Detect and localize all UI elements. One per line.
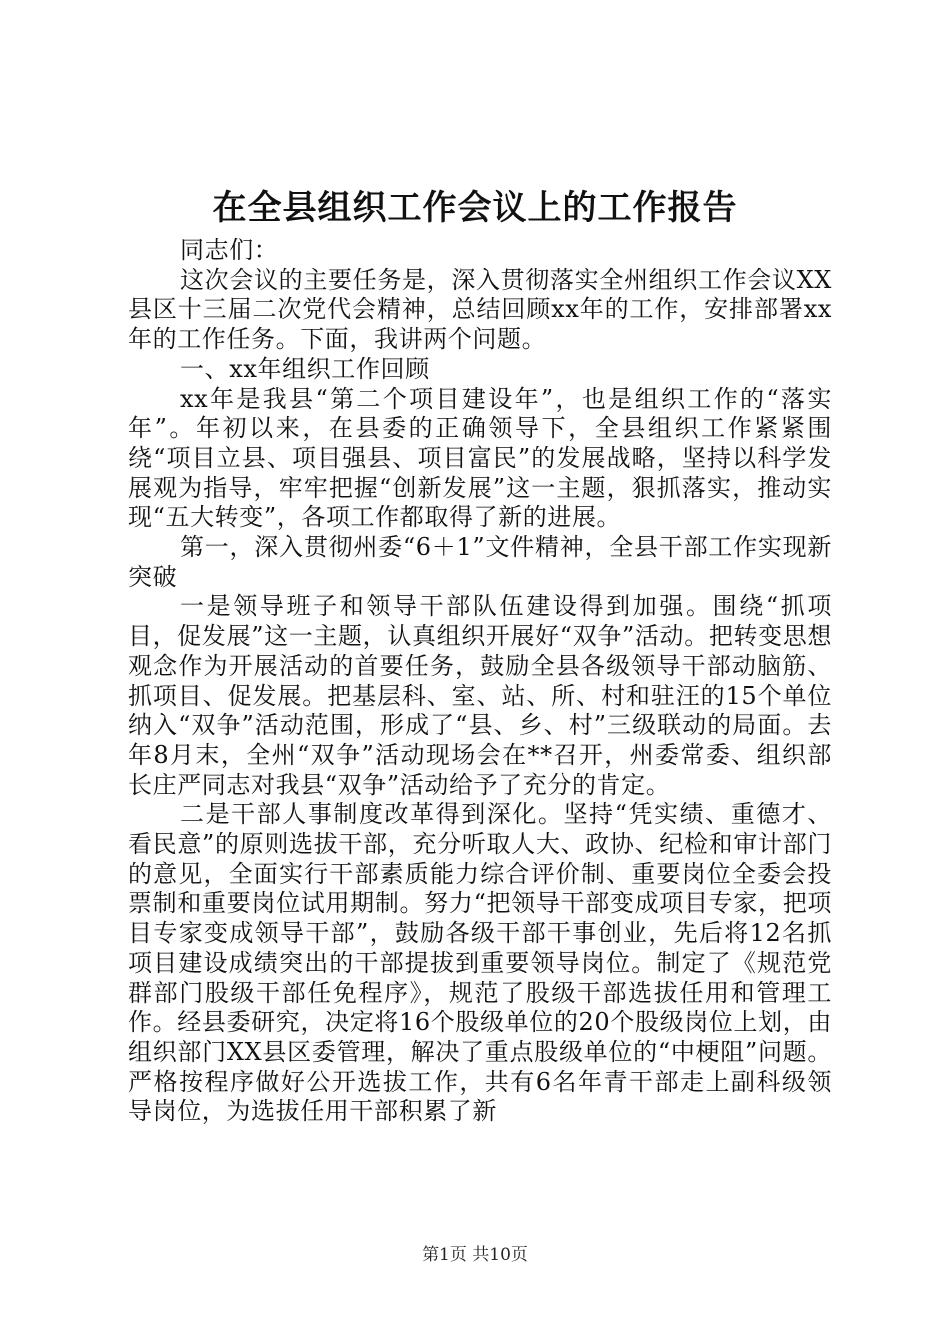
paragraph-point-2: 二是干部人事制度改革得到深化。坚持“凭实绩、重德才、看民意”的原则选拔干部，充分听取人大、政协、纪检和审计部门的意见，全面实行干部素质能力综合评价制、重要岗位全委会投票制和重要岗位试用期制。努力“把领导干部变成项目专家，把项目专家变成领导干部”，鼓励各级干部干事创业，先后将12名抓项目建设成绩突出的干部提拔到重要领导岗位。制定了《规范党群部门股级干部任免程序》，规范了股级干部选拔任用和管理工作。经县委研究，决定将16个股级单位的20个股级岗位上划，由组织部门XX县区委管理，解决了重点股级单位的“中梗阻”问题。严格按程序做好公开选拔工作，共有6名年青干部走上副科级领导岗位，为选拔任用干部积累了新 <box>128 800 832 1126</box>
paragraph-point-1: 一是领导班子和领导干部队伍建设得到加强。围绕“抓项目，促发展”这一主题，认真组织开展好“双争”活动。把转变思想观念作为开展活动的首要任务，鼓励全县各级领导干部动脑筋、抓项目、促发展。把基层科、室、站、所、村和驻汪的15个单位纳入“双争”活动范围，形成了“县、乡、村”三级联动的局面。去年8月末，全州“双争”活动现场会在**召开，州委常委、组织部长庄严同志对我县“双争”活动给予了充分的肯定。 <box>128 592 832 799</box>
paragraph-intro: 这次会议的主要任务是，深入贯彻落实全州组织工作会议XX县区十三届二次党代会精神，总结回顾xx年的工作，安排部署xx年的工作任务。下面，我讲两个问题。 <box>128 265 832 354</box>
document-title: 在全县组织工作会议上的工作报告 <box>212 188 738 228</box>
document-body <box>128 236 832 1127</box>
paragraph-salutation: 同志们： <box>180 236 279 264</box>
page-footer: 第1页 共10页 <box>422 1245 528 1265</box>
paragraph-overview: xx年是我县“第二个项目建设年”，也是组织工作的“落实年”。年初以来，在县委的正确领导下，全县组织工作紧紧围绕“项目立县、项目强县、项目富民”的发展战略，坚持以科学发展观为指导，牢牢把握“创新发展”这一主题，狠抓落实，推动实现“五大转变”，各项工作都取得了新的进展。 <box>128 384 832 532</box>
subsection-heading-1: 第一，深入贯彻州委“6＋1”文件精神，全县干部工作实现新突破 <box>128 533 832 591</box>
section-heading-1: 一、xx年组织工作回顾 <box>180 354 430 383</box>
